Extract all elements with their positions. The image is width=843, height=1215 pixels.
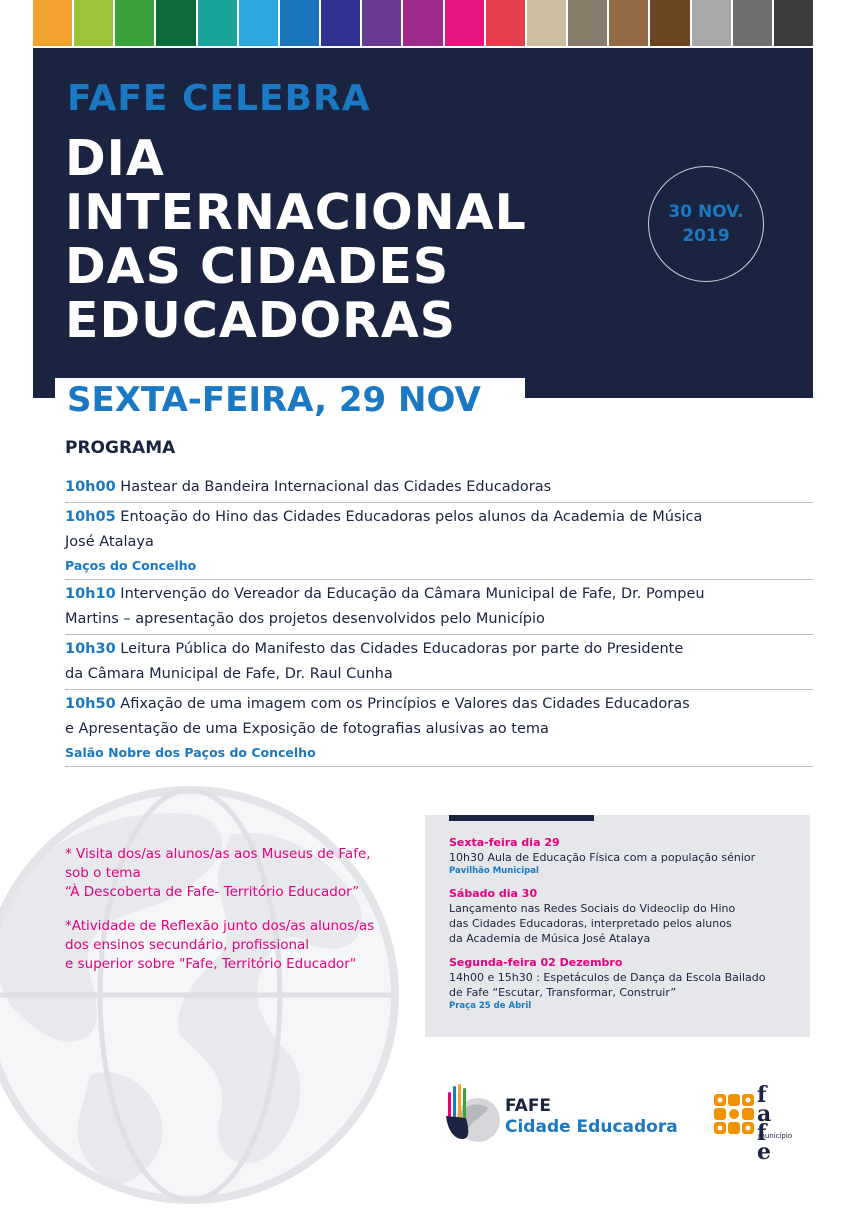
program-item — [65, 635, 813, 690]
side-event-line: Lançamento nas Redes Sociais do Videoclip do Hino — [449, 902, 736, 915]
hero-title-line: INTERNACIONAL — [65, 184, 527, 241]
program-item-text — [65, 637, 813, 662]
color-swatch-strip — [33, 0, 813, 46]
hero-title-line: DAS CIDADES — [65, 238, 450, 295]
program-item-line: José Atalaya — [65, 534, 154, 550]
note-paragraph — [65, 845, 374, 902]
program-item-line: Hastear da Bandeira Internacional das Cidades Educadoras — [120, 479, 552, 495]
color-swatch — [774, 0, 813, 46]
program-item-location: Paços do Concelho — [65, 558, 197, 573]
date-badge-year: 2019 — [682, 226, 730, 246]
side-event-location: Pavilhão Municipal — [449, 866, 539, 876]
program-item-time: 10h30 — [65, 641, 116, 657]
side-event-line: da Academia de Música José Atalaya — [449, 932, 651, 945]
program-list — [65, 473, 813, 767]
color-swatch — [403, 0, 442, 46]
date-badge — [648, 166, 764, 282]
side-event — [449, 955, 799, 1012]
color-swatch — [568, 0, 607, 46]
day-heading: SEXTA-FEIRA, 29 NOV — [67, 380, 481, 420]
note-line: e superior sobre "Fafe, Território Educador" — [65, 956, 357, 972]
program-item-line: e Apresentação de uma Exposição de fotografias alusivas ao tema — [65, 721, 549, 737]
municipio-wordmark: fafe — [757, 1082, 772, 1165]
hero-title — [65, 132, 527, 348]
cidade-educadora-logo — [440, 1082, 685, 1150]
color-swatch — [650, 0, 689, 46]
side-event-line: 10h30 Aula de Educação Física com a população sénior — [449, 851, 756, 864]
note-paragraph — [65, 917, 374, 974]
hero-title-line: EDUCADORAS — [65, 292, 457, 349]
side-event-day: Sexta-feira dia 29 — [449, 836, 560, 849]
note-line: sob o tema — [65, 865, 141, 881]
program-item-line: Martins – apresentação dos projetos desenvolvidos pelo Município — [65, 611, 545, 627]
program-item-line: Leitura Pública do Manifesto das Cidades Educadoras por parte do Presidente — [120, 641, 684, 657]
color-swatch — [362, 0, 401, 46]
program-item — [65, 690, 813, 767]
side-event-day: Segunda-feira 02 Dezembro — [449, 956, 623, 969]
hero-banner — [33, 48, 813, 398]
program-item-line: Afixação de uma imagem com os Princípios e Valores das Cidades Educadoras — [120, 696, 690, 712]
day-heading-tab — [55, 378, 525, 424]
program-item-line: Entoação do Hino das Cidades Educadoras pelos alunos da Academia de Música — [120, 509, 703, 525]
municipio-subtitle: município — [758, 1132, 793, 1140]
side-event — [449, 886, 799, 946]
hero-title-line: DIA — [65, 130, 165, 187]
additional-events-box — [425, 815, 810, 1037]
program-item — [65, 580, 813, 635]
program-item — [65, 473, 813, 503]
program-item-time: 10h05 — [65, 509, 116, 525]
program-item-text — [65, 692, 813, 717]
municipio-emblem-icon — [712, 1092, 756, 1136]
color-swatch — [321, 0, 360, 46]
date-badge-day: 30 NOV. — [668, 202, 744, 222]
logo-line-fafe: FAFE — [505, 1096, 552, 1116]
side-event-line: das Cidades Educadoras, interpretado pelos alunos — [449, 917, 732, 930]
side-event — [449, 835, 799, 877]
color-swatch — [609, 0, 648, 46]
notes-block — [65, 845, 374, 989]
color-swatch — [239, 0, 278, 46]
color-swatch — [733, 0, 772, 46]
globe-watermark-icon — [0, 775, 410, 1215]
events-box-accent-bar — [449, 815, 594, 821]
note-line: * Visita dos/as alunos/as aos Museus de Fafe, — [65, 846, 371, 862]
side-event-location: Praça 25 de Abril — [449, 1001, 532, 1011]
logo-line-cidade-educadora: Cidade Educadora — [505, 1117, 678, 1137]
hand-globe-icon — [440, 1082, 502, 1150]
municipio-fafe-logo — [712, 1082, 802, 1165]
cidade-educadora-text — [505, 1096, 678, 1138]
side-event-line: de Fafe “Escutar, Transformar, Construir” — [449, 986, 677, 999]
color-swatch — [692, 0, 731, 46]
color-swatch — [74, 0, 113, 46]
program-item-time: 10h50 — [65, 696, 116, 712]
program-item — [65, 503, 813, 580]
program-item-text — [65, 475, 813, 500]
program-heading: PROGRAMA — [65, 438, 176, 458]
note-line: “À Descoberta de Fafe- Território Educador” — [65, 884, 360, 900]
color-swatch — [280, 0, 319, 46]
program-item-text — [65, 582, 813, 607]
color-swatch — [156, 0, 195, 46]
program-item-text — [65, 717, 813, 742]
note-line: dos ensinos secundário, profissional — [65, 937, 310, 953]
program-item-line: da Câmara Municipal de Fafe, Dr. Raul Cunha — [65, 666, 393, 682]
color-swatch — [115, 0, 154, 46]
program-item-line: Intervenção do Vereador da Educação da Câmara Municipal de Fafe, Dr. Pompeu — [120, 586, 705, 602]
side-event-day: Sábado dia 30 — [449, 887, 538, 900]
color-swatch — [486, 0, 525, 46]
color-swatch — [33, 0, 72, 46]
side-event-line: 14h00 e 15h30 : Espetáculos de Dança da Escola Bailado — [449, 971, 766, 984]
color-swatch — [445, 0, 484, 46]
program-item-text — [65, 530, 813, 555]
program-item-location: Salão Nobre dos Paços do Concelho — [65, 745, 316, 760]
program-item-time: 10h00 — [65, 479, 116, 495]
program-item-text — [65, 607, 813, 632]
note-line: *Atividade de Reflexão junto dos/as alunos/as — [65, 918, 375, 934]
hero-kicker: FAFE CELEBRA — [67, 78, 371, 119]
color-swatch — [527, 0, 566, 46]
additional-events-list — [449, 835, 799, 1021]
color-swatch — [198, 0, 237, 46]
program-item-text — [65, 662, 813, 687]
program-item-time: 10h10 — [65, 586, 116, 602]
program-item-text — [65, 505, 813, 530]
